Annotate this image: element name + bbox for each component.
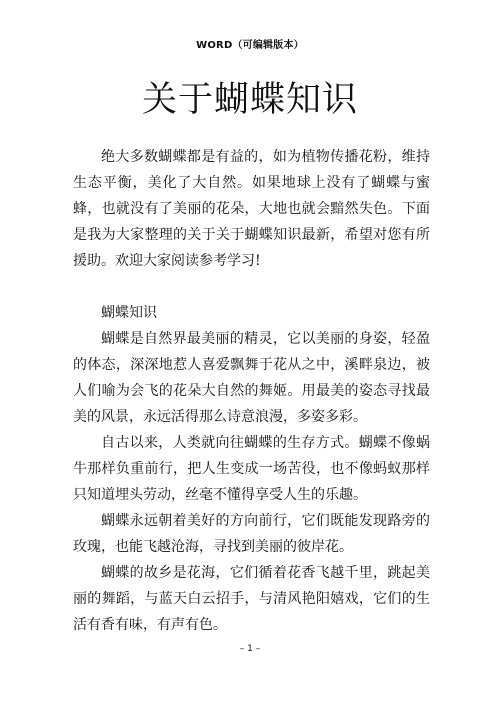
paragraph-spacer: [73, 274, 430, 300]
section-heading: 蝴蝶知识: [101, 305, 157, 321]
body-paragraph: 蝴蝶的故乡是花海，它们循着花香飞越千里，跳起美丽的舞蹈，与蓝天白云招手，与清风艳阳嬉戏，它们的生活有香有味，有声有色。: [73, 565, 430, 633]
intro-paragraph: 绝大多数蝴蝶都是有益的，如为植物传播花粉，维持生态平衡，美化了大自然。如果地球上没有了蝴蝶与蜜蜂，也就没有了美丽的花朵，大地也就会黯然失色。下面是我为大家整理的关于关于蝴蝶知识最新，希望对您有所援助。欢迎大家阅读参考学习!: [73, 149, 430, 269]
document-body: [73, 144, 430, 638]
body-paragraph: 蝴蝶永远朝着美好的方向前行，它们既能发现路旁的玫瑰，也能飞越沧海，寻找到美丽的彼岸花。: [73, 513, 430, 555]
body-paragraph: 自古以来，人类就向往蝴蝶的生存方式。蝴蝶不像蜗牛那样负重前行，把人生变成一场苦役，也不像蚂蚁那样只知道埋头劳动，丝毫不懂得享受人生的乐趣。: [73, 435, 430, 503]
page-number: – 1 –: [239, 644, 261, 654]
page-header: WORD（可编辑版本）: [196, 40, 304, 51]
document-title: 关于蝴蝶知识: [141, 80, 358, 120]
body-paragraph: 蝴蝶是自然界最美丽的精灵，它以美丽的身姿，轻盈的体态，深深地惹人喜爱飘舞于花从之中，溪畔泉边，被人们喻为会飞的花朵大自然的舞姬。用最美的姿态寻找最美的风景，永远活得那么诗意浪漫，多姿多彩。: [73, 331, 430, 425]
